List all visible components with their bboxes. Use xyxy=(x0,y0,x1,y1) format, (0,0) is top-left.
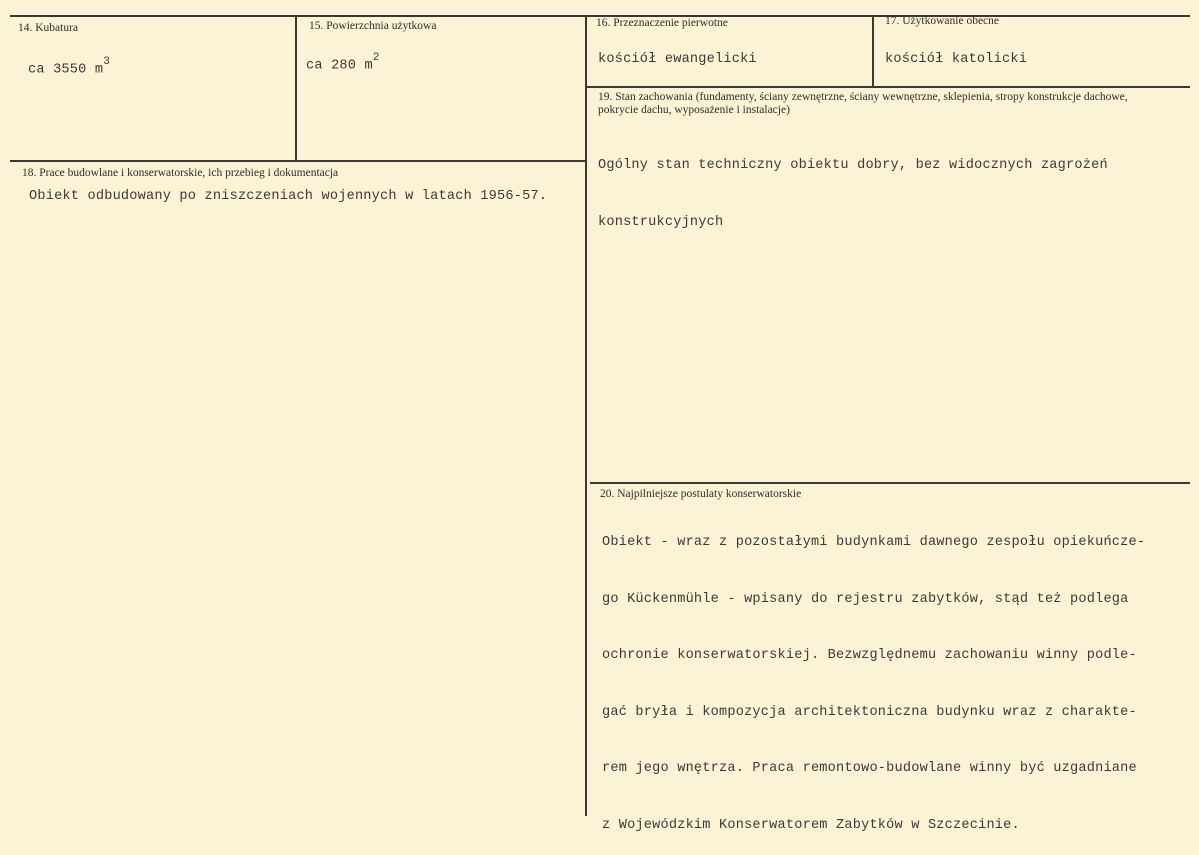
postulaty-line: gać bryła i kompozycja architektoniczna budynku wraz z charakte- xyxy=(602,704,1137,720)
divider-row-16-17-bottom xyxy=(585,86,1190,88)
powierzchnia-value xyxy=(306,52,380,74)
uzytkowanie-label: 17. Użytkowanie obecne xyxy=(885,15,1000,27)
divider-16-17 xyxy=(872,15,874,87)
stan-zachowania-text xyxy=(598,122,1108,251)
powierzchnia-value-text: ca 280 m xyxy=(306,58,373,74)
divider-14-15 xyxy=(295,15,297,161)
uzytkowanie-value: kościół katolicki xyxy=(885,52,1028,67)
divider-19-20 xyxy=(590,482,1190,484)
powierzchnia-unit-exponent: 2 xyxy=(372,52,380,64)
postulaty-line: rem jego wnętrza. Praca remontowo-budowlane winny być uzgadniane xyxy=(602,761,1137,777)
prace-budowlane-value: Obiekt odbudowany po zniszczeniach wojennych w latach 1956-57. xyxy=(29,189,548,204)
postulaty-text xyxy=(602,500,1145,855)
stan-zachowania-line: Ogólny stan techniczny obiektu dobry, bez widocznych zagrożeń xyxy=(598,158,1108,173)
postulaty-line: ochronie konserwatorskiej. Bezwzględnemu zachowaniu winny podle- xyxy=(602,648,1137,664)
divider-row-14-15-bottom xyxy=(10,160,586,162)
center-vertical-divider xyxy=(585,15,587,816)
stan-zachowania-label: 19. Stan zachowania (fundamenty, ściany zewnętrzne, ściany wewnętrzne, sklepienia, stropy konstrukcje dachowe, pokrycie dachu, wyposażenie i instalacje) xyxy=(598,91,1128,116)
postulaty-line: z Wojewódzkim Konserwatorem Zabytków w Szczecinie. xyxy=(602,817,1020,833)
prace-budowlane-label: 18. Prace budowlane i konserwatorskie, ich przebieg i dokumentacja xyxy=(22,167,339,179)
powierzchnia-label: 15. Powierzchnia użytkowa xyxy=(309,20,437,32)
stan-zachowania-line: konstrukcyjnych xyxy=(598,215,724,230)
postulaty-line: Obiekt - wraz z pozostałymi budynkami dawnego zespołu opiekuńcze- xyxy=(602,535,1146,550)
postulaty-line: go Kückenmühle - wpisany do rejestru zabytków, stąd też podlega xyxy=(602,591,1129,607)
postulaty-label: 20. Najpilniejsze postulaty konserwatorskie xyxy=(600,488,802,500)
kubatura-value xyxy=(28,56,111,78)
kubatura-unit-exponent: 3 xyxy=(103,56,111,68)
kubatura-value-text: ca 3550 m xyxy=(28,62,104,78)
przeznaczenie-label: 16. Przeznaczenie pierwotne xyxy=(596,17,728,29)
przeznaczenie-value: kościół ewangelicki xyxy=(598,52,757,67)
kubatura-label: 14. Kubatura xyxy=(18,22,79,34)
